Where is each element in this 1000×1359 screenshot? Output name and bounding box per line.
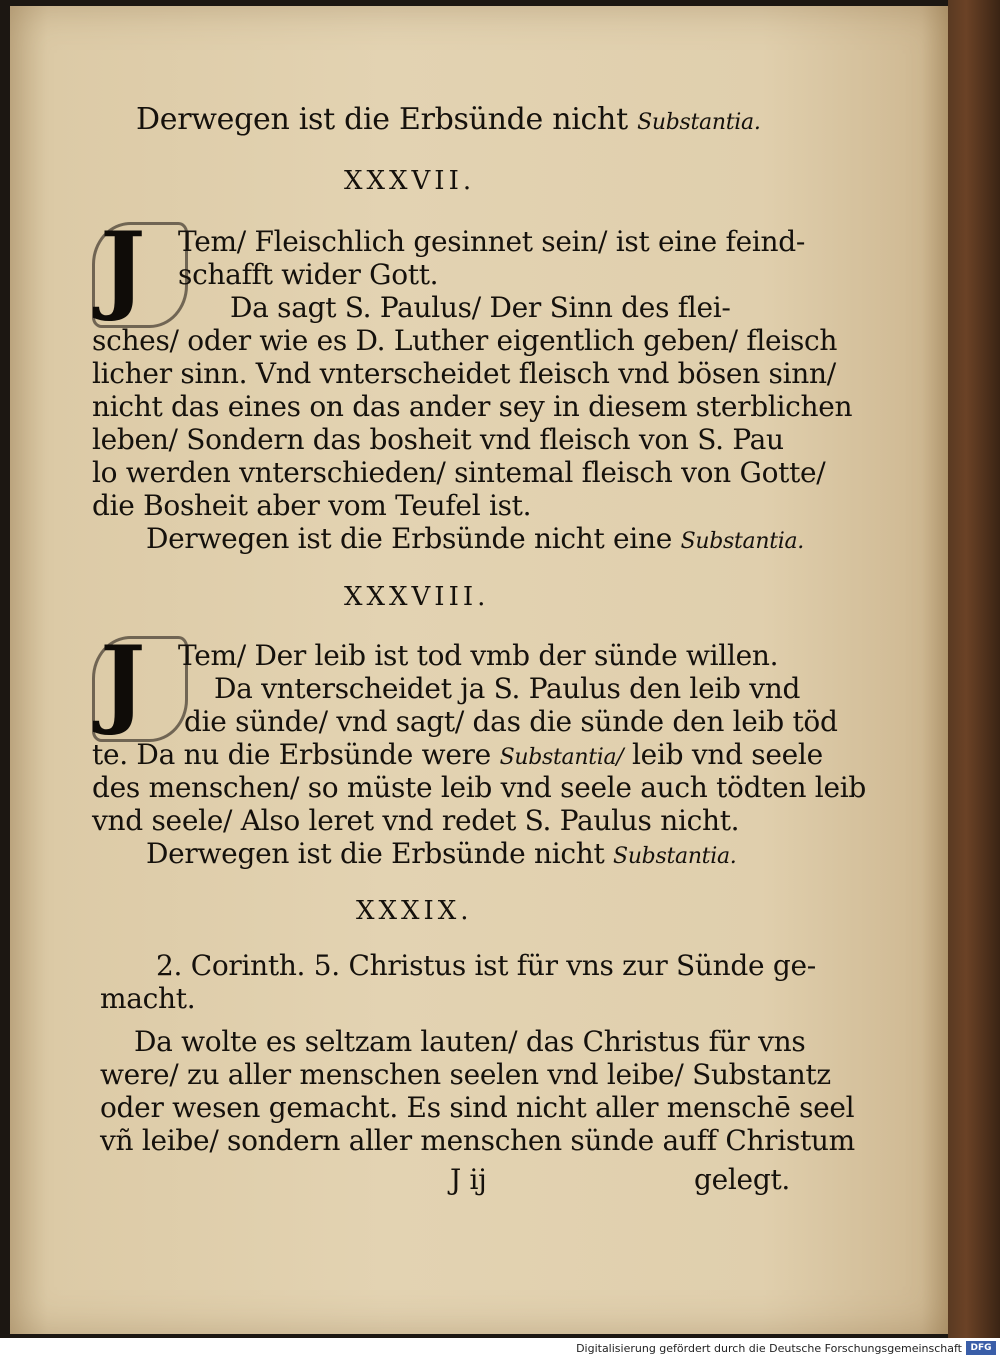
text-line: nicht das eines on das ander sey in diesem sterblichen	[92, 390, 853, 423]
text-line: licher sinn. Vnd vnterscheidet fleisch vnd bösen sinn/	[92, 357, 836, 390]
decorated-initial-i: J	[100, 625, 146, 738]
running-head: Derwegen ist die Erbsünde nicht Substantia.	[136, 102, 761, 137]
text-line: Tem/ Der leib ist tod vmb der sünde willen.	[178, 639, 779, 672]
text-line: sches/ oder wie es D. Luther eigentlich geben/ fleisch	[92, 324, 838, 357]
running-head-latin: Substantia.	[637, 110, 761, 135]
digitization-footer	[0, 1338, 1000, 1359]
text-line: des menschen/ so müste leib vnd seele auch tödten leib	[92, 771, 866, 804]
section-number-37: XXXVII.	[344, 166, 476, 196]
text-line: vñ leibe/ sondern aller menschen sünde auff Christum	[100, 1124, 855, 1157]
text-line-with-latin: te. Da nu die Erbsünde were Substantia/ leib vnd seele	[92, 738, 823, 771]
text-line: die Bosheit aber vom Teufel ist.	[92, 489, 532, 522]
text-line: Da vnterscheidet ja S. Paulus den leib vnd	[214, 672, 801, 705]
section-conclusion: Derwegen ist die Erbsünde nicht eine Substantia.	[146, 522, 805, 555]
section-conclusion: Derwegen ist die Erbsünde nicht Substantia.	[146, 837, 737, 870]
text-line: vnd seele/ Also leret vnd redet S. Paulus nicht.	[92, 804, 740, 837]
funding-credit: Digitalisierung gefördert durch die Deutsche Forschungsgemeinschaft	[576, 1342, 962, 1355]
text-line: die sünde/ vnd sagt/ das die sünde den leib töd	[184, 705, 838, 738]
text-line: macht.	[100, 982, 196, 1015]
text-line: schafft wider Gott.	[178, 258, 439, 291]
text-line: leben/ Sondern das bosheit vnd fleisch von S. Pau	[92, 423, 784, 456]
text-line: Da sagt S. Paulus/ Der Sinn des flei-	[230, 291, 731, 324]
section-number-38: XXXVIII.	[344, 582, 490, 612]
text-line: Da wolte es seltzam lauten/ das Christus für vns	[134, 1025, 806, 1058]
text-line: lo werden vnterschieden/ sintemal fleisch von Gotte/	[92, 456, 826, 489]
decorated-initial-i: J	[100, 211, 146, 324]
section-number-39: XXXIX.	[356, 896, 473, 926]
catchword: gelegt.	[694, 1163, 790, 1196]
text-line: Tem/ Fleischlich gesinnet sein/ ist eine feind-	[178, 225, 806, 258]
signature-mark: J ij	[450, 1163, 487, 1196]
text-line: oder wesen gemacht. Es sind nicht aller menschē seel	[100, 1091, 855, 1124]
text-line: 2. Corinth. 5. Christus ist für vns zur Sünde ge-	[156, 949, 816, 982]
text-line: were/ zu aller menschen seelen vnd leibe/ Substantz	[100, 1058, 831, 1091]
dfg-logo: DFG	[966, 1341, 996, 1355]
